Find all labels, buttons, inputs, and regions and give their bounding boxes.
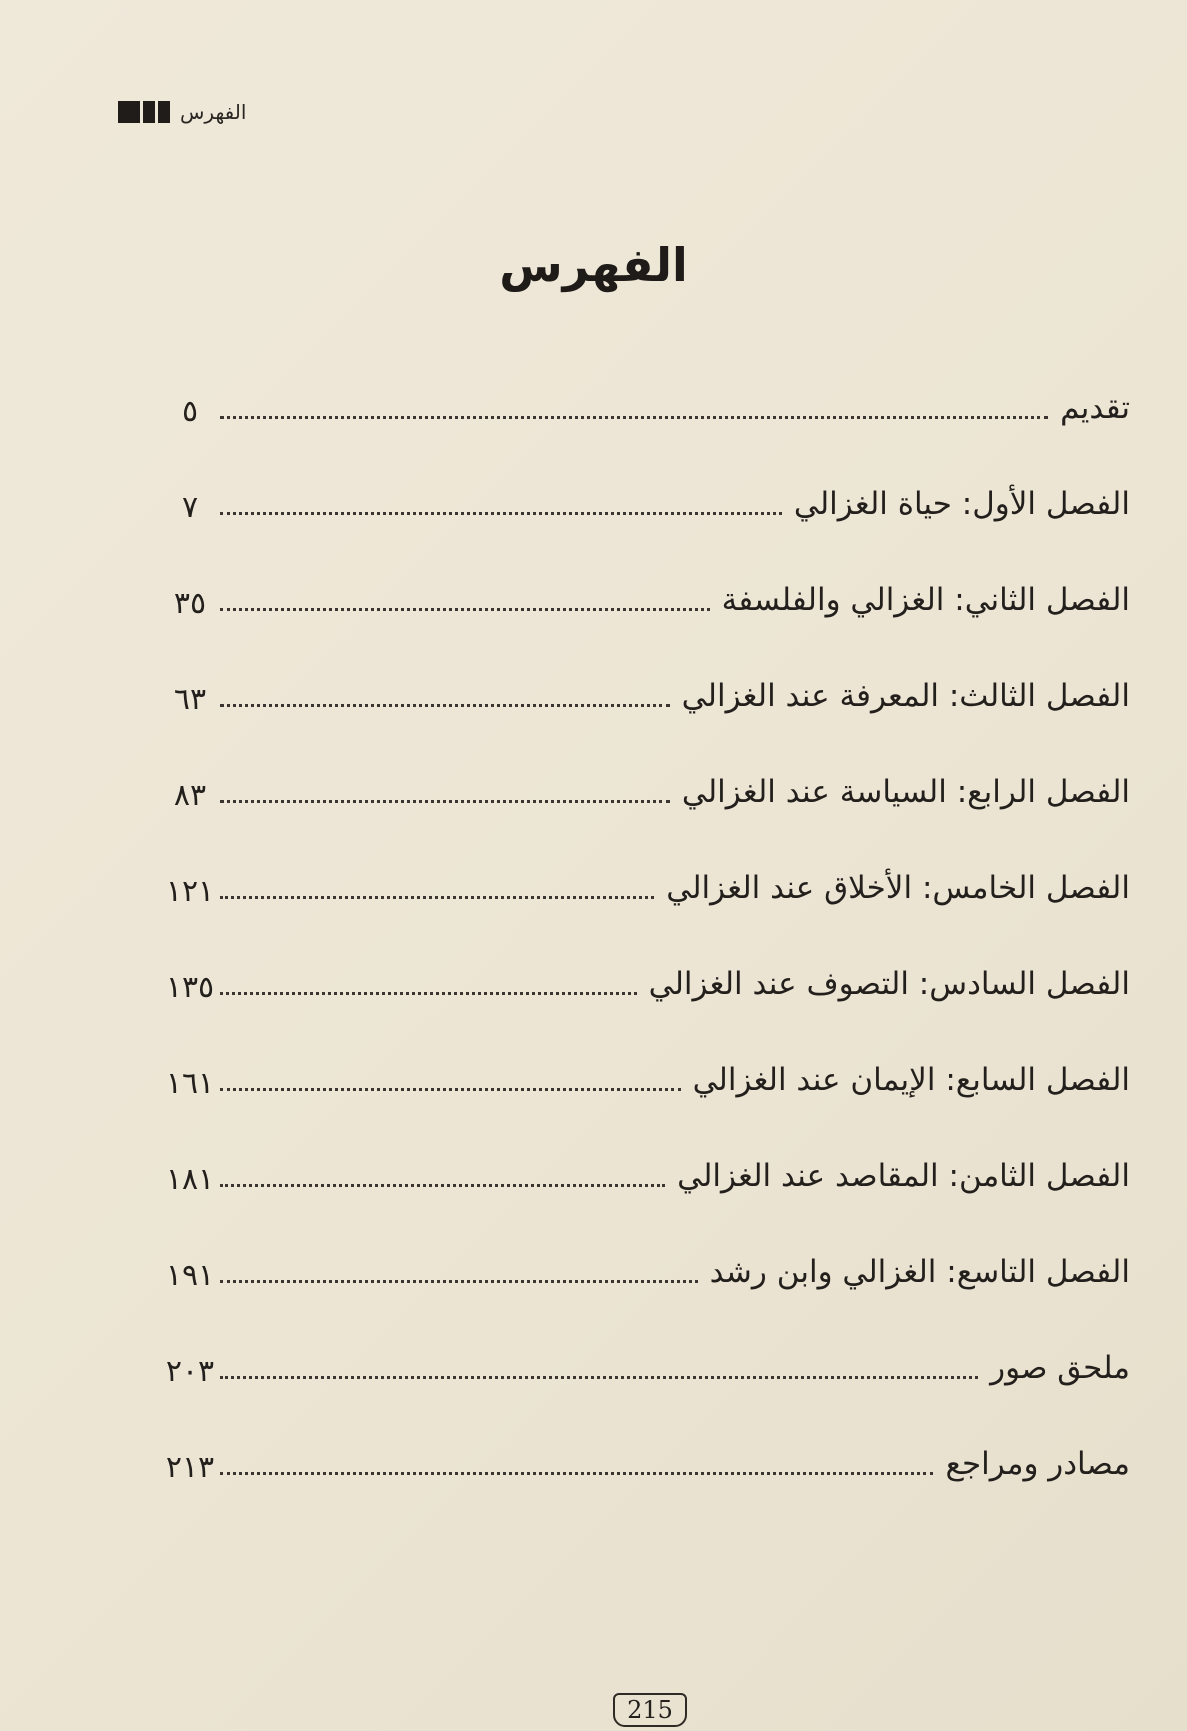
dot-leader	[220, 1086, 681, 1091]
toc-entry	[150, 744, 1130, 840]
dot-leader	[220, 894, 654, 899]
page-number: 215	[613, 1693, 687, 1727]
dot-leader	[220, 1182, 665, 1187]
toc-entry-title: الفصل التاسع: الغزالي وابن رشد	[709, 1254, 1130, 1290]
dot-leader	[220, 414, 1048, 419]
toc-entry	[150, 1128, 1130, 1224]
dot-leader	[220, 1374, 978, 1379]
toc-entry-page: ٣٥	[173, 586, 207, 621]
toc-entry	[150, 648, 1130, 744]
toc-entry-page: ١٨١	[165, 1162, 215, 1197]
toc-entry-title: مصادر ومراجع	[945, 1446, 1130, 1482]
dot-leader	[220, 606, 710, 611]
running-header	[118, 98, 246, 126]
toc-entry-page: ٢١٣	[165, 1450, 215, 1485]
toc-entry-page: ٧	[181, 490, 199, 525]
toc-entry	[150, 1224, 1130, 1320]
toc-entry-title: الفصل الرابع: السياسة عند الغزالي	[681, 774, 1130, 810]
dot-leader	[220, 510, 782, 515]
toc-entry	[150, 360, 1130, 456]
dot-leader	[220, 1278, 698, 1283]
toc-entry-page: ١٦١	[165, 1066, 215, 1101]
toc-entry	[150, 1416, 1130, 1512]
toc-entry-title: الفصل السابع: الإيمان عند الغزالي	[692, 1062, 1130, 1098]
toc-entry-page: ٦٣	[173, 682, 207, 717]
header-block	[158, 101, 170, 123]
header-block	[118, 101, 140, 123]
toc-entry	[150, 936, 1130, 1032]
dot-leader	[220, 1470, 933, 1475]
page-title: الفهرس	[499, 238, 688, 292]
toc-entry-page: ١٩١	[165, 1258, 215, 1293]
dot-leader	[220, 798, 670, 803]
toc-entry-title: ملحق صور	[990, 1350, 1130, 1386]
toc-entry	[150, 840, 1130, 936]
toc-entry-page: ٨٣	[173, 778, 207, 813]
table-of-contents	[150, 360, 1130, 1512]
toc-entry-title: الفصل الخامس: الأخلاق عند الغزالي	[666, 870, 1130, 906]
toc-entry-title: الفصل السادس: التصوف عند الغزالي	[648, 966, 1130, 1002]
toc-entry	[150, 456, 1130, 552]
toc-entry	[150, 1032, 1130, 1128]
header-ornament	[118, 101, 170, 123]
toc-entry-title: الفصل الثامن: المقاصد عند الغزالي	[677, 1158, 1130, 1194]
dot-leader	[220, 702, 670, 707]
toc-entry-page: ١٢١	[165, 874, 215, 909]
toc-entry	[150, 552, 1130, 648]
toc-entry-page: ٢٠٣	[165, 1354, 215, 1389]
toc-entry-title: الفصل الأول: حياة الغزالي	[793, 486, 1130, 522]
dot-leader	[220, 990, 637, 995]
header-block	[143, 101, 155, 123]
toc-entry-title: تقديم	[1060, 390, 1130, 426]
running-header-label: الفهرس	[180, 100, 247, 124]
toc-entry-title: الفصل الثاني: الغزالي والفلسفة	[721, 582, 1130, 618]
toc-entry	[150, 1320, 1130, 1416]
toc-entry-title: الفصل الثالث: المعرفة عند الغزالي	[681, 678, 1130, 714]
toc-entry-page: ١٣٥	[165, 970, 215, 1005]
toc-entry-page: ٥	[181, 394, 199, 429]
